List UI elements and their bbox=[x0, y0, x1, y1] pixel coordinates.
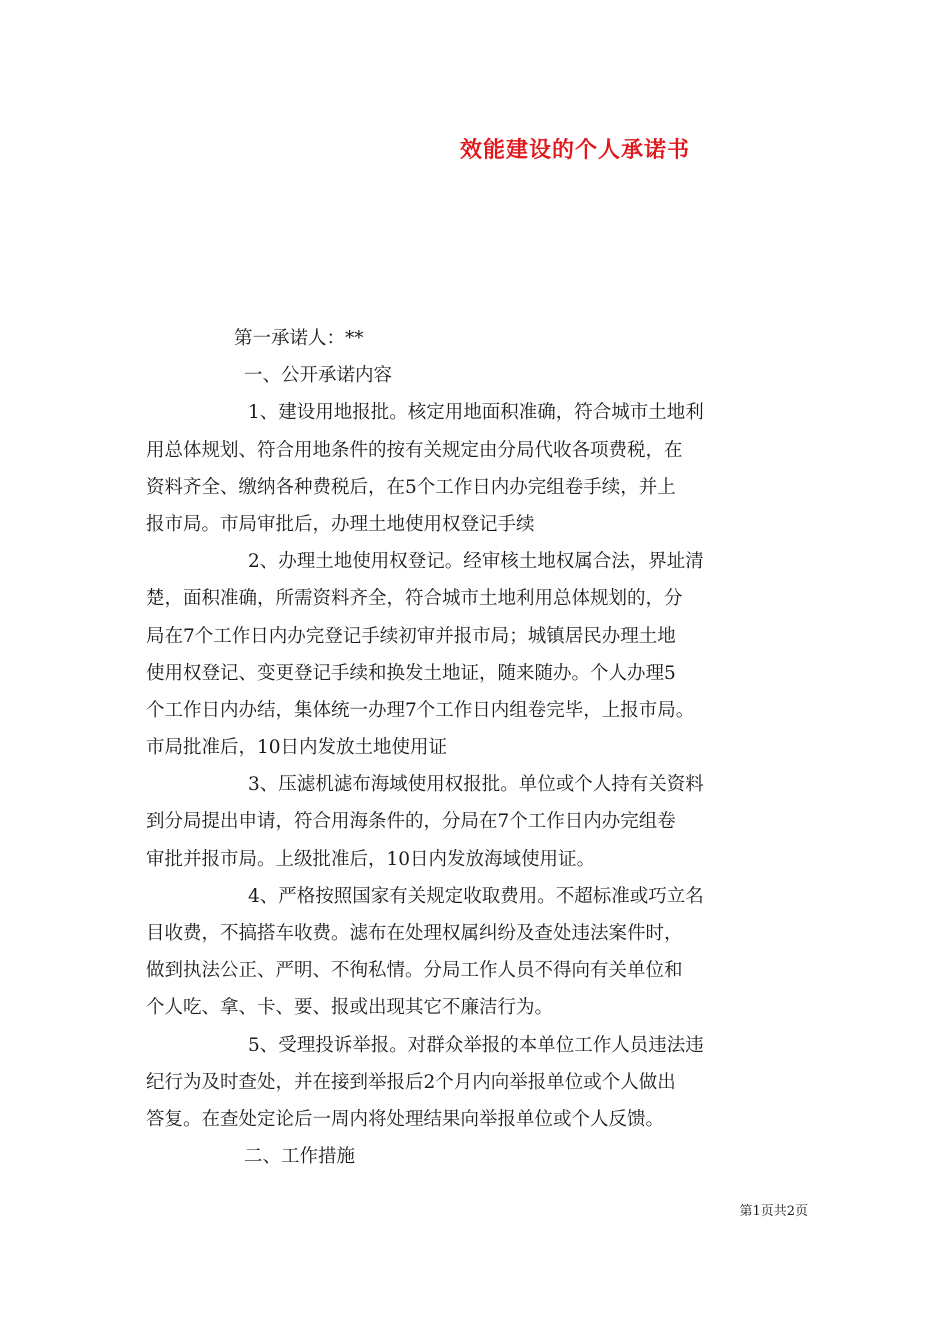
text-line: 一、公开承诺内容 bbox=[244, 365, 393, 387]
document-body bbox=[146, 320, 806, 1175]
text-line: 目收费，不搞搭车收费。滤布在处理权属纠纷及查处违法案件时， bbox=[146, 923, 683, 944]
text-line: 2、办理土地使用权登记。经审核土地权属合法，界址清 bbox=[248, 551, 704, 573]
text-line: 做到执法公正、严明、不徇私情。分局工作人员不得向有关单位和 bbox=[146, 960, 683, 982]
text-line: 第一承诺人：** bbox=[234, 328, 364, 349]
text-line: 用总体规划、符合用地条件的按有关规定由分局代收各项费税，在 bbox=[146, 439, 683, 461]
document-title: 效能建设的个人承诺书 bbox=[459, 137, 690, 163]
text-line: 楚，面积准确，所需资料齐全，符合城市土地利用总体规划的，分 bbox=[146, 588, 683, 610]
page-number: 第1页共2页 bbox=[739, 1204, 808, 1219]
text-line: 市局批准后，10日内发放土地使用证 bbox=[146, 737, 448, 759]
text-line: 二、工作措施 bbox=[244, 1146, 356, 1168]
text-line: 5、受理投诉举报。对群众举报的本单位工作人员违法违 bbox=[248, 1034, 704, 1056]
text-line: 1、建设用地报批。核定用地面积准确，符合城市土地利 bbox=[248, 402, 704, 424]
text-line: 个工作日内办结，集体统一办理7个工作日内组卷完毕，上报市局。 bbox=[146, 699, 695, 721]
text-line: 4、严格按照国家有关规定收取费用。不超标准或巧立名 bbox=[248, 885, 704, 907]
text-line: 使用权登记、变更登记手续和换发土地证，随来随办。个人办理5 bbox=[146, 662, 676, 684]
text-line: 个人吃、拿、卡、要、报或出现其它不廉洁行为。 bbox=[146, 997, 554, 1019]
text-line: 审批并报市局。上级批准后，10日内发放海域使用证。 bbox=[146, 848, 596, 870]
text-line: 资料齐全、缴纳各种费税后，在5个工作日内办完组卷手续，并上 bbox=[146, 476, 676, 498]
text-line: 局在7个工作日内办完登记手续初审并报市局；城镇居民办理土地 bbox=[146, 625, 676, 647]
text-line: 答复。在查处定论后一周内将处理结果向举报单位或个人反馈。 bbox=[146, 1108, 665, 1130]
text-line: 报市局。市局审批后，办理土地使用权登记手续 bbox=[146, 513, 535, 535]
text-line: 纪行为及时查处，并在接到举报后2个月内向举报单位或个人做出 bbox=[146, 1071, 676, 1093]
text-line: 到分局提出申请，符合用海条件的，分局在7个工作日内办完组卷 bbox=[146, 811, 676, 833]
text-line: 3、压滤机滤布海域使用权报批。单位或个人持有关资料 bbox=[248, 774, 704, 796]
